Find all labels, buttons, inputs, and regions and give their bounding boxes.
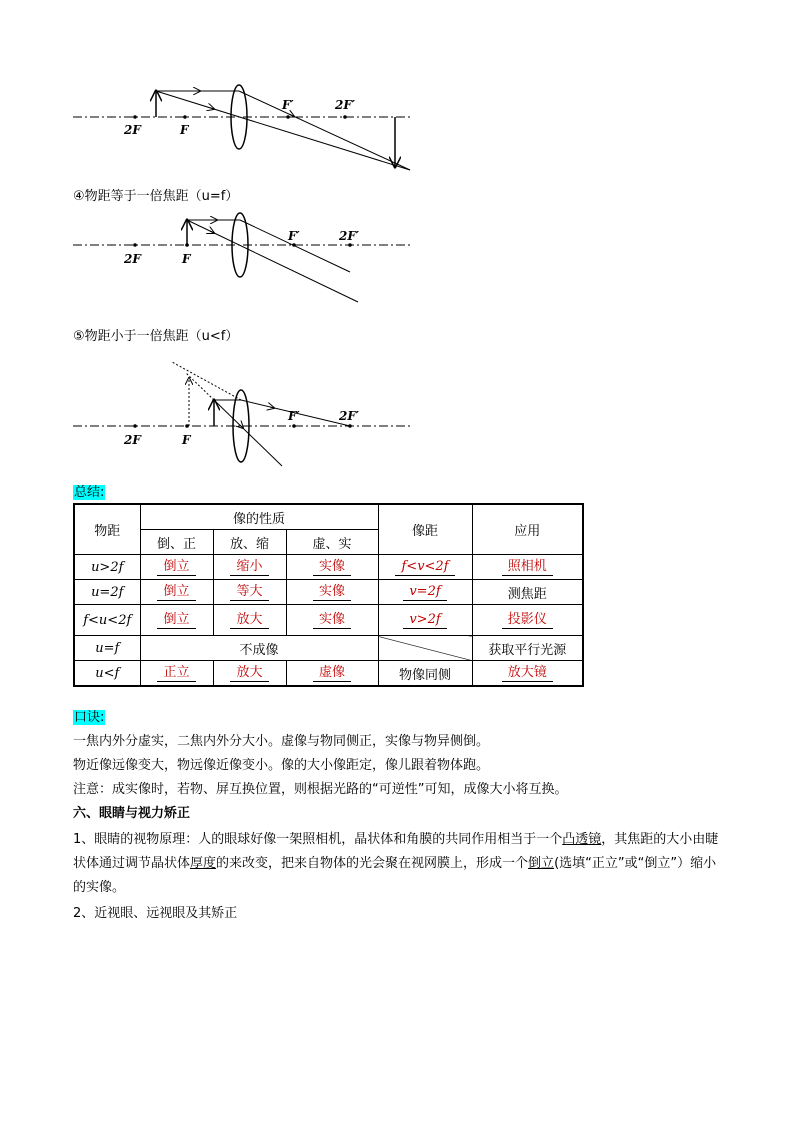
myopia-hyperopia-heading: 2、近视眼、远视眼及其矫正 bbox=[73, 906, 238, 921]
ray-diagram-3 bbox=[0, 0, 794, 480]
table-row bbox=[74, 636, 583, 661]
label-2f-prime: 2F′ bbox=[335, 98, 356, 112]
answer-blank: v=2f bbox=[403, 584, 446, 601]
case-4-title: ④物距等于一倍焦距（u=f） bbox=[73, 189, 239, 204]
answer-blank: 放大镜 bbox=[502, 665, 553, 682]
cell-no-image: 不成像 bbox=[140, 636, 378, 661]
cell-image-distance: 物像同侧 bbox=[378, 661, 472, 687]
label-f: F bbox=[182, 433, 191, 447]
answer-blank: 缩小 bbox=[230, 559, 268, 576]
cell-diagonal bbox=[378, 636, 472, 661]
label-f-prime: F′ bbox=[282, 98, 294, 112]
answer-blank: 倒立 bbox=[157, 612, 195, 629]
cell-u: u=f bbox=[74, 636, 140, 661]
mnemonic-line-2: 物近像远像变大，物远像近像变小。像的大小像距定，像儿跟着物体跑。 bbox=[73, 758, 490, 773]
cell-u: u>2f bbox=[74, 555, 140, 580]
answer-blank: 倒立 bbox=[157, 584, 195, 601]
table-row bbox=[74, 555, 583, 580]
answer-blank: 正立 bbox=[157, 665, 195, 682]
table-row bbox=[74, 605, 583, 636]
label-f: F bbox=[182, 252, 191, 266]
label-2f: 2F bbox=[124, 123, 141, 137]
answer-blank: 实像 bbox=[313, 559, 351, 576]
label-2f-prime: 2F′ bbox=[339, 229, 360, 243]
answer-blank: 凸透镜 bbox=[562, 832, 602, 847]
mnemonic-label: 口诀: bbox=[74, 710, 105, 725]
answer-blank: 实像 bbox=[313, 584, 351, 601]
label-2f: 2F bbox=[124, 433, 141, 447]
answer-blank: 照相机 bbox=[502, 559, 553, 576]
header-application: 应用 bbox=[472, 504, 583, 555]
case-5-title: ⑤物距小于一倍焦距（u<f） bbox=[73, 329, 239, 344]
cell-u: f<u<2f bbox=[74, 605, 140, 636]
label-2f: 2F bbox=[124, 252, 141, 266]
label-f: F bbox=[180, 123, 189, 137]
header-object-distance: 物距 bbox=[74, 504, 140, 555]
answer-blank: 投影仪 bbox=[502, 612, 553, 629]
answer-blank: 厚度 bbox=[190, 856, 217, 871]
answer-blank: v>2f bbox=[403, 612, 446, 629]
table-row bbox=[74, 661, 583, 687]
header-inverted-upright: 倒、正 bbox=[140, 530, 213, 555]
answer-blank: 等大 bbox=[230, 584, 268, 601]
label-2f-prime: 2F′ bbox=[339, 409, 360, 423]
answer-blank: 虚像 bbox=[313, 665, 351, 682]
label-f-prime: F′ bbox=[288, 409, 300, 423]
header-virtual-real: 虚、实 bbox=[286, 530, 378, 555]
cell-application: 测焦距 bbox=[472, 580, 583, 605]
answer-blank: 倒立 bbox=[157, 559, 195, 576]
answer-blank: 放大 bbox=[230, 612, 268, 629]
lens-summary-table bbox=[73, 503, 584, 687]
answer-blank: 放大 bbox=[230, 665, 268, 682]
label-f-prime: F′ bbox=[288, 229, 300, 243]
header-image-distance: 像距 bbox=[378, 504, 472, 555]
cell-u: u=2f bbox=[74, 580, 140, 605]
mnemonic-line-1: 一焦内外分虚实，二焦内外分大小。虚像与物同侧正，实像与物异侧倒。 bbox=[73, 734, 490, 749]
answer-blank: f<v<2f bbox=[395, 559, 454, 576]
cell-application: 获取平行光源 bbox=[472, 636, 583, 661]
eye-principle-paragraph: 1、眼睛的视物原理：人的眼球好像一架照相机，晶状体和角膜的共同作用相当于一个凸透镜，其焦距的大小由睫状体通过调节晶状体厚度的来改变，把来自物体的光会聚在视网膜上，形成一个倒立(选填“正立”或“倒立”）缩小的实像。 bbox=[73, 832, 719, 895]
summary-label: 总结: bbox=[74, 485, 105, 500]
header-size: 放、缩 bbox=[213, 530, 286, 555]
answer-blank: 实像 bbox=[313, 612, 351, 629]
header-image-nature: 像的性质 bbox=[140, 504, 378, 530]
table-row bbox=[74, 580, 583, 605]
cell-u: u<f bbox=[74, 661, 140, 687]
answer-blank: 倒立 bbox=[528, 856, 555, 871]
section-heading: 六、眼睛与视力矫正 bbox=[73, 806, 191, 821]
mnemonic-note: 注意：成实像时，若物、屏互换位置，则根据光路的“可逆性”可知，成像大小将互换。 bbox=[73, 782, 568, 797]
